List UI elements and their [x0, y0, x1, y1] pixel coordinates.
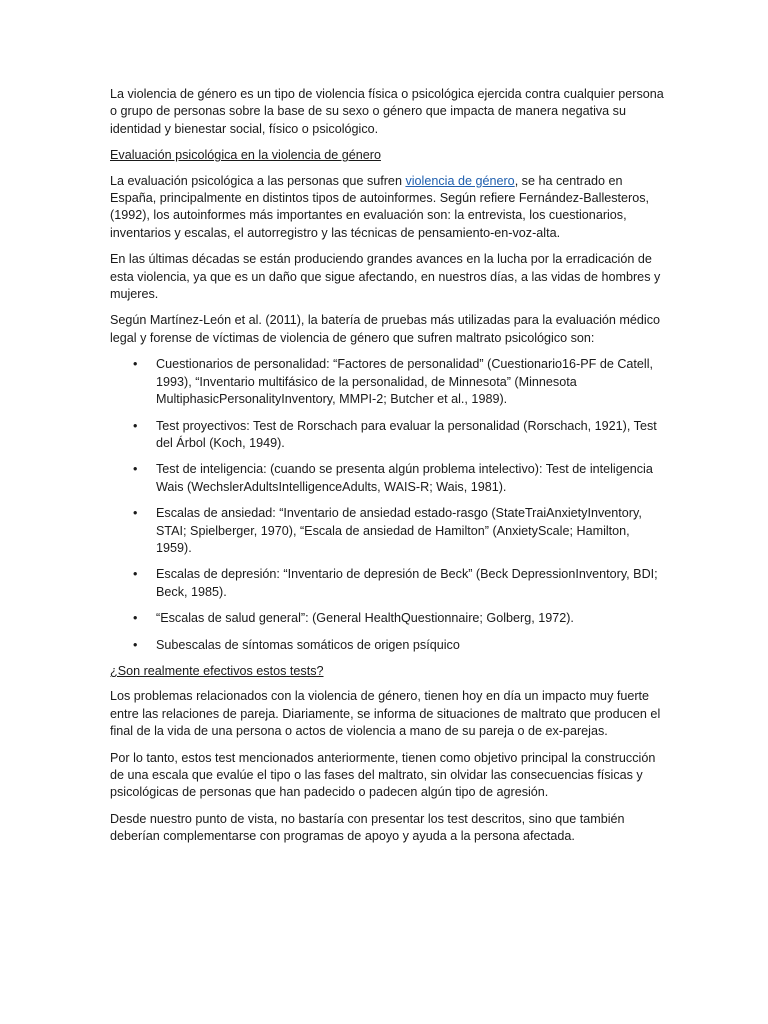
section-heading-effectiveness: ¿Son realmente efectivos estos tests? [110, 663, 324, 678]
list-item [133, 356, 668, 408]
list-item-text: Test de inteligencia: (cuando se presenta algún problema intelectivo): Test de inteligencia Wais (WechslerAdultsIntelligenceAdults, WAIS-R; Wais, 1981). [156, 462, 653, 494]
conclusion-paragraph: Desde nuestro punto de vista, no bastaría con presentar los test descritos, sino que también deberían complementarse con programas de apoyo y ayuda a la persona afectada. [110, 811, 625, 844]
list-item [133, 566, 668, 601]
list-item-text: Escalas de depresión: “Inventario de depresión de Beck” (Beck DepressionInventory, BDI; Beck, 1985). [156, 567, 658, 599]
evaluation-text-end: , se ha centrado en España, principalmente en distintos tipos de autoinformes. Según refiere Fernández-Ballesteros, (1992), los autoinformes más importantes en evaluación son: la entrevista, los cuestionarios, inventarios y escalas, el autorregistro y las técnicas de pensamiento-en-voz-alta. [110, 173, 650, 240]
evaluation-paragraph [110, 173, 668, 243]
bullet-icon: • [133, 462, 138, 477]
list-item [133, 610, 668, 627]
advances-paragraph: En las últimas décadas se están produciendo grandes avances en la lucha por la erradicación de esta violencia, ya que es un daño que sigue afectando, en nuestros días, a las vidas de hombres y mujeres. [110, 252, 661, 302]
bullet-icon: • [133, 637, 138, 652]
bullet-icon: • [133, 506, 138, 521]
violence-link[interactable]: violencia de género [405, 173, 515, 188]
bullet-icon: • [133, 611, 138, 626]
list-item [133, 461, 668, 496]
objective-paragraph: Por lo tanto, estos test mencionados anteriormente, tienen como objetivo principal la construcción de una escala que evalúe el tipo o las fases del maltrato, sin olvidar las consecuencias físicas y psicológicas de personas que han padecido o padecen algún tipo de agresión. [110, 750, 656, 800]
list-item-text: Subescalas de síntomas somáticos de origen psíquico [156, 637, 460, 652]
problems-paragraph: Los problemas relacionados con la violencia de género, tienen hoy en día un impacto muy fuerte entre las relaciones de pareja. Diariamente, se informa de situaciones de maltrato que producen el final de la vida de una persona o actos de violencia a mano de su pareja o de ex-parejas. [110, 689, 661, 739]
list-item [133, 637, 668, 654]
bullet-icon: • [133, 418, 138, 433]
section-heading-evaluation: Evaluación psicológica en la violencia de género [110, 148, 381, 163]
tests-intro-paragraph: Según Martínez-León et al. (2011), la batería de pruebas más utilizadas para la evaluación médico legal y forense de víctimas de violencia de género que sufren maltrato psicológico son: [110, 313, 661, 345]
list-item [133, 505, 668, 557]
list-item-text: Escalas de ansiedad: “Inventario de ansiedad estado-rasgo (StateTraiAnxietyInventory, STAI; Spielberger, 1970), “Escala de ansiedad de Hamilton” (AnxietyScale; Hamilton, 1959). [156, 506, 642, 555]
list-item-text: “Escalas de salud general”: (General HealthQuestionnaire; Golberg, 1972). [156, 611, 574, 626]
list-item [133, 418, 668, 453]
list-item-text: Test proyectivos: Test de Rorschach para evaluar la personalidad (Rorschach, 1921), Test del Árbol (Koch, 1949). [156, 418, 657, 450]
bullet-icon: • [133, 567, 138, 582]
tests-list [110, 356, 668, 654]
intro-paragraph: La violencia de género es un tipo de violencia física o psicológica ejercida contra cualquier persona o grupo de personas sobre la base de su sexo o género que impacta de manera negativa su identidad y bienestar social, físico o psicológico. [110, 87, 664, 136]
list-item-text: Cuestionarios de personalidad: “Factores de personalidad” (Cuestionario16-PF de Catell, 1993), “Inventario multifásico de la personalidad, de Minnesota” (Minnesota MultiphasicPersonalityInventory, MMPI-2; Butcher et al., 1989). [156, 357, 654, 407]
bullet-icon: • [133, 357, 138, 372]
evaluation-text-start: La evaluación psicológica a las personas que sufren [110, 173, 406, 188]
